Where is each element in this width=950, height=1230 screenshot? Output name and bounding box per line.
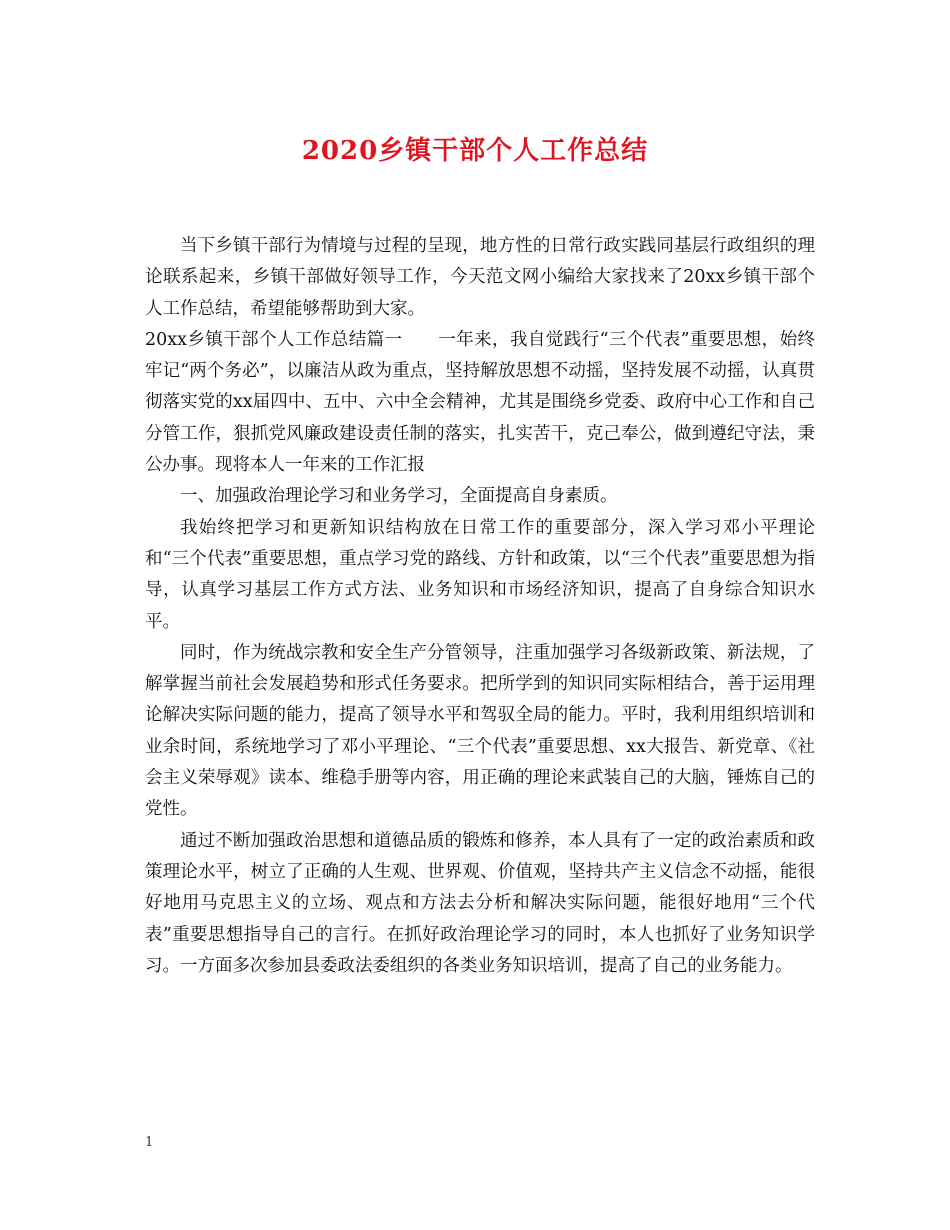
document-body <box>145 231 815 982</box>
body-paragraph-2: 同时，作为统战宗教和安全生产分管领导，注重加强学习各级新政策、新法规，了解掌握当前社会发展趋势和形式任务要求。把所学到的知识同实际相结合，善于运用理论解决实际问题的能力，提高了领导水平和驾驭全局的能力。平时，我利用组织培训和业余时间，系统地学习了邓小平理论、“三个代表”重要思想、xx大报告、新党章、《社会主义荣辱观》读本、维稳手册等内容，用正确的理论来武装自己的大脑，锤炼自己的党性。 <box>145 642 815 820</box>
section-paragraph-1: 20xx乡镇干部个人工作总结篇一 一年来，我自觉践行“三个代表”重要思想，始终牢记“两个务必”，以廉洁从政为重点，坚持解放思想不动摇，坚持发展不动摇，认真贯彻落实党的xx届四中、五中、六中全会精神，尤其是围绕乡党委、政府中心工作和自己分管工作，狠抓党风廉政建设责任制的落实，扎实苦干，克己奉公，做到遵纪守法，秉公办事。现将本人一年来的工作汇报 <box>145 329 815 476</box>
intro-paragraph: 当下乡镇干部行为情境与过程的呈现，地方性的日常行政实践同基层行政组织的理论联系起来，乡镇干部做好领导工作，今天范文网小编给大家找来了20xx乡镇干部个人工作总结，希望能够帮助到大家。 <box>145 236 815 319</box>
section-heading-1: 一、加强政治理论学习和业务学习，全面提高自身素质。 <box>180 486 618 507</box>
body-paragraph-1: 我始终把学习和更新知识结构放在日常工作的重要部分，深入学习邓小平理论和“三个代表”重要思想，重点学习党的路线、方针和政策，以“三个代表”重要思想为指导，认真学习基层工作方式方法、业务知识和市场经济知识，提高了自身综合知识水平。 <box>145 517 815 632</box>
page-number: 1 <box>145 1135 154 1150</box>
document-title: 2020乡镇干部个人工作总结 <box>301 136 649 166</box>
body-paragraph-3: 通过不断加强政治思想和道德品质的锻炼和修养，本人具有了一定的政治素质和政策理论水平，树立了正确的人生观、世界观、价值观，坚持共产主义信念不动摇，能很好地用马克思主义的立场、观点和方法去分析和解决实际问题，能很好地用“三个代表”重要思想指导自己的言行。在抓好政治理论学习的同时，本人也抓好了业务知识学习。一方面多次参加县委政法委组织的各类业务知识培训，提高了自己的业务能力。 <box>145 830 815 976</box>
